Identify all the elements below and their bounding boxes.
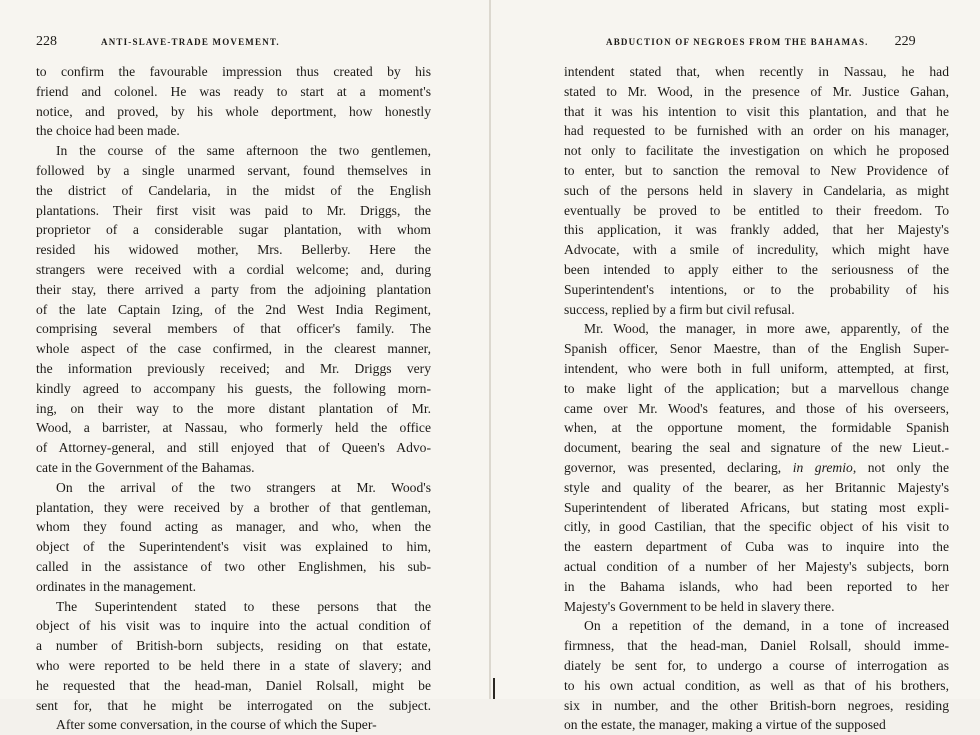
text-line: to confirm the favourable impression thus created by his: [36, 64, 431, 79]
text-line: Mr. Wood, the manager, in more awe, apparently, of the: [584, 321, 949, 337]
text-line: Wood, a barrister, at Nassau, who formerly held the office: [36, 420, 431, 436]
text-line: eventually be proved to be entitled to their freedom. To: [564, 202, 949, 218]
text-line: citly, in good Castilian, that the specific object of his visit to: [564, 519, 949, 535]
text-line: In the course of the same afternoon the two gentlemen,: [56, 143, 431, 159]
text-line: Superintendent of liberated Africans, but stating most expli-: [564, 499, 949, 515]
text-line: document, bearing the seal and signature of the new Lieut.-: [564, 440, 949, 456]
right-running-head: ABDUCTION OF NEGROES FROM THE BAHAMAS.: [606, 37, 869, 47]
text-line: been intended to apply either to the seriousness of the: [564, 261, 949, 277]
text-line: cate in the Government of the Bahamas.: [36, 459, 255, 475]
right-page-number: 229: [894, 34, 916, 49]
text-line: their stay, there arrived a party from the adjoining plantation: [36, 281, 431, 297]
text-line: on the estate, the manager, making a virtue of the supposed: [564, 717, 886, 733]
text-line: to make light of the application; but a marvellous change: [564, 380, 949, 396]
text-line: plantation, they were received by a brother of that gentleman,: [36, 499, 431, 515]
text-line: resided his widowed mother, Mrs. Bellerby. Here the: [36, 242, 431, 258]
text-line: On a repetition of the demand, in a tone of increased: [584, 618, 949, 634]
right-page-body: [564, 62, 949, 735]
text-line: to his own actual condition, as well as that of his brothers,: [564, 677, 949, 693]
text-line: Majesty's Government to be held in slavery there.: [564, 598, 835, 614]
left-page: [0, 0, 489, 733]
text-line: not only to facilitate the investigation on which he proposed: [564, 143, 949, 159]
text-line: notice, and proved, by his whole deportment, how honestly: [36, 103, 431, 119]
text-line: style and quality of the bearer, as her Britannic Majesty's: [564, 479, 949, 495]
text-line: the district of Candelaria, in the midst of the English: [36, 182, 431, 198]
text-line: success, replied by a firm but civil refusal.: [564, 301, 795, 317]
text-line: ing, on their way to the more distant plantation of Mr.: [36, 400, 431, 416]
text-line: such of the persons held in slavery in Candelaria, as might: [564, 182, 949, 198]
left-page-body: [36, 62, 431, 735]
text-line: when, at the opportune moment, the formidable Spanish: [564, 420, 949, 436]
text-line: The Superintendent stated to these persons that the: [56, 598, 431, 614]
text-line: firmness, that the head-man, Daniel Rolsall, should imme-: [564, 638, 949, 654]
text-line: that it was his intention to visit this plantation, and that he: [564, 103, 949, 119]
text-line: actual condition of a number of her Majesty's subjects, born: [564, 558, 949, 574]
text-line: On the arrival of the two strangers at Mr. Wood's: [56, 479, 431, 495]
text-line: who were reported to be held there in a state of slavery; and: [36, 657, 431, 673]
text-line: Spanish officer, Senor Maestre, than of the English Super-: [564, 341, 949, 357]
text-line: diately be sent for, to undergo a course of interrogation as: [564, 657, 949, 673]
text-line: plantations. Their first visit was paid to Mr. Driggs, the: [36, 202, 431, 218]
text-line: Superintendent's intentions, or to the probability of his: [564, 281, 949, 297]
text-line: proprietor of a considerable sugar plantation, with whom: [36, 222, 431, 238]
binding-mark: [493, 678, 495, 699]
text-line: strangers were received with a cordial welcome; and, during: [36, 261, 431, 277]
text-line: the information previously received; and Mr. Driggs very: [36, 360, 431, 376]
text-line: had requested to be furnished with an order on his manager,: [564, 123, 949, 139]
text-line: whole aspect of the case confirmed, in the clearest manner,: [36, 341, 431, 357]
text-line: intendent stated that, when recently in Nassau, he had: [564, 64, 949, 79]
text-line: came over Mr. Wood's features, and those of his overseers,: [564, 400, 949, 416]
text-line: followed by a single unarmed servant, found themselves in: [36, 162, 431, 178]
text-line: object of his visit was to inquire into the actual condition of: [36, 618, 431, 634]
text-line: this application, it was frankly added, that her Majesty's: [564, 222, 949, 238]
text-line: the eastern department of Cuba was to inquire into the: [564, 539, 949, 555]
text-line: sent for, that he might be interrogated on the subject.: [36, 697, 431, 713]
left-running-head: ANTI-SLAVE-TRADE MOVEMENT.: [101, 37, 280, 47]
text-line: comprising several members of that officer's family. The: [36, 321, 431, 337]
text-line: of the late Captain Izing, of the 2nd West India Regiment,: [36, 301, 431, 317]
text-line: governor, was presented, declaring, in gremio, not only the: [564, 459, 949, 475]
text-line: called in the assistance of two other Englishmen, his sub-: [36, 558, 431, 574]
text-line: After some conversation, in the course of which the Super-: [56, 717, 377, 733]
text-line: the choice had been made.: [36, 123, 180, 139]
text-line: six in number, and the other British-born negroes, residing: [564, 697, 949, 713]
text-line: stated to Mr. Wood, in the presence of Mr. Justice Gahan,: [564, 83, 949, 99]
text-line: of Attorney-general, and still enjoyed that of Queen's Advo-: [36, 440, 431, 456]
text-line: friend and colonel. He was ready to start at a moment's: [36, 83, 431, 99]
text-line: in the Bahama islands, who had been reported to her: [564, 578, 949, 594]
text-line: to enter, but to sanction the removal to New Providence of: [564, 162, 949, 178]
left-page-number: 228: [36, 34, 57, 49]
text-line: ordinates in the management.: [36, 578, 197, 594]
text-line: intendent, who were both in full uniform, attempted, at first,: [564, 360, 949, 376]
text-line: whom they found acting as manager, and who, when the: [36, 519, 431, 535]
text-line: object of the Superintendent's visit was explained to him,: [36, 539, 431, 555]
text-line: he requested that the head-man, Daniel Rolsall, might be: [36, 677, 431, 693]
text-line: kindly agreed to accompany his guests, the following morn-: [36, 380, 431, 396]
text-line: Advocate, with a smile of incredulity, which might have: [564, 242, 949, 258]
right-page: [491, 0, 980, 733]
text-line: a number of British-born subjects, residing on that estate,: [36, 638, 431, 654]
left-page-header: [36, 34, 436, 54]
right-page-header: [561, 34, 961, 54]
